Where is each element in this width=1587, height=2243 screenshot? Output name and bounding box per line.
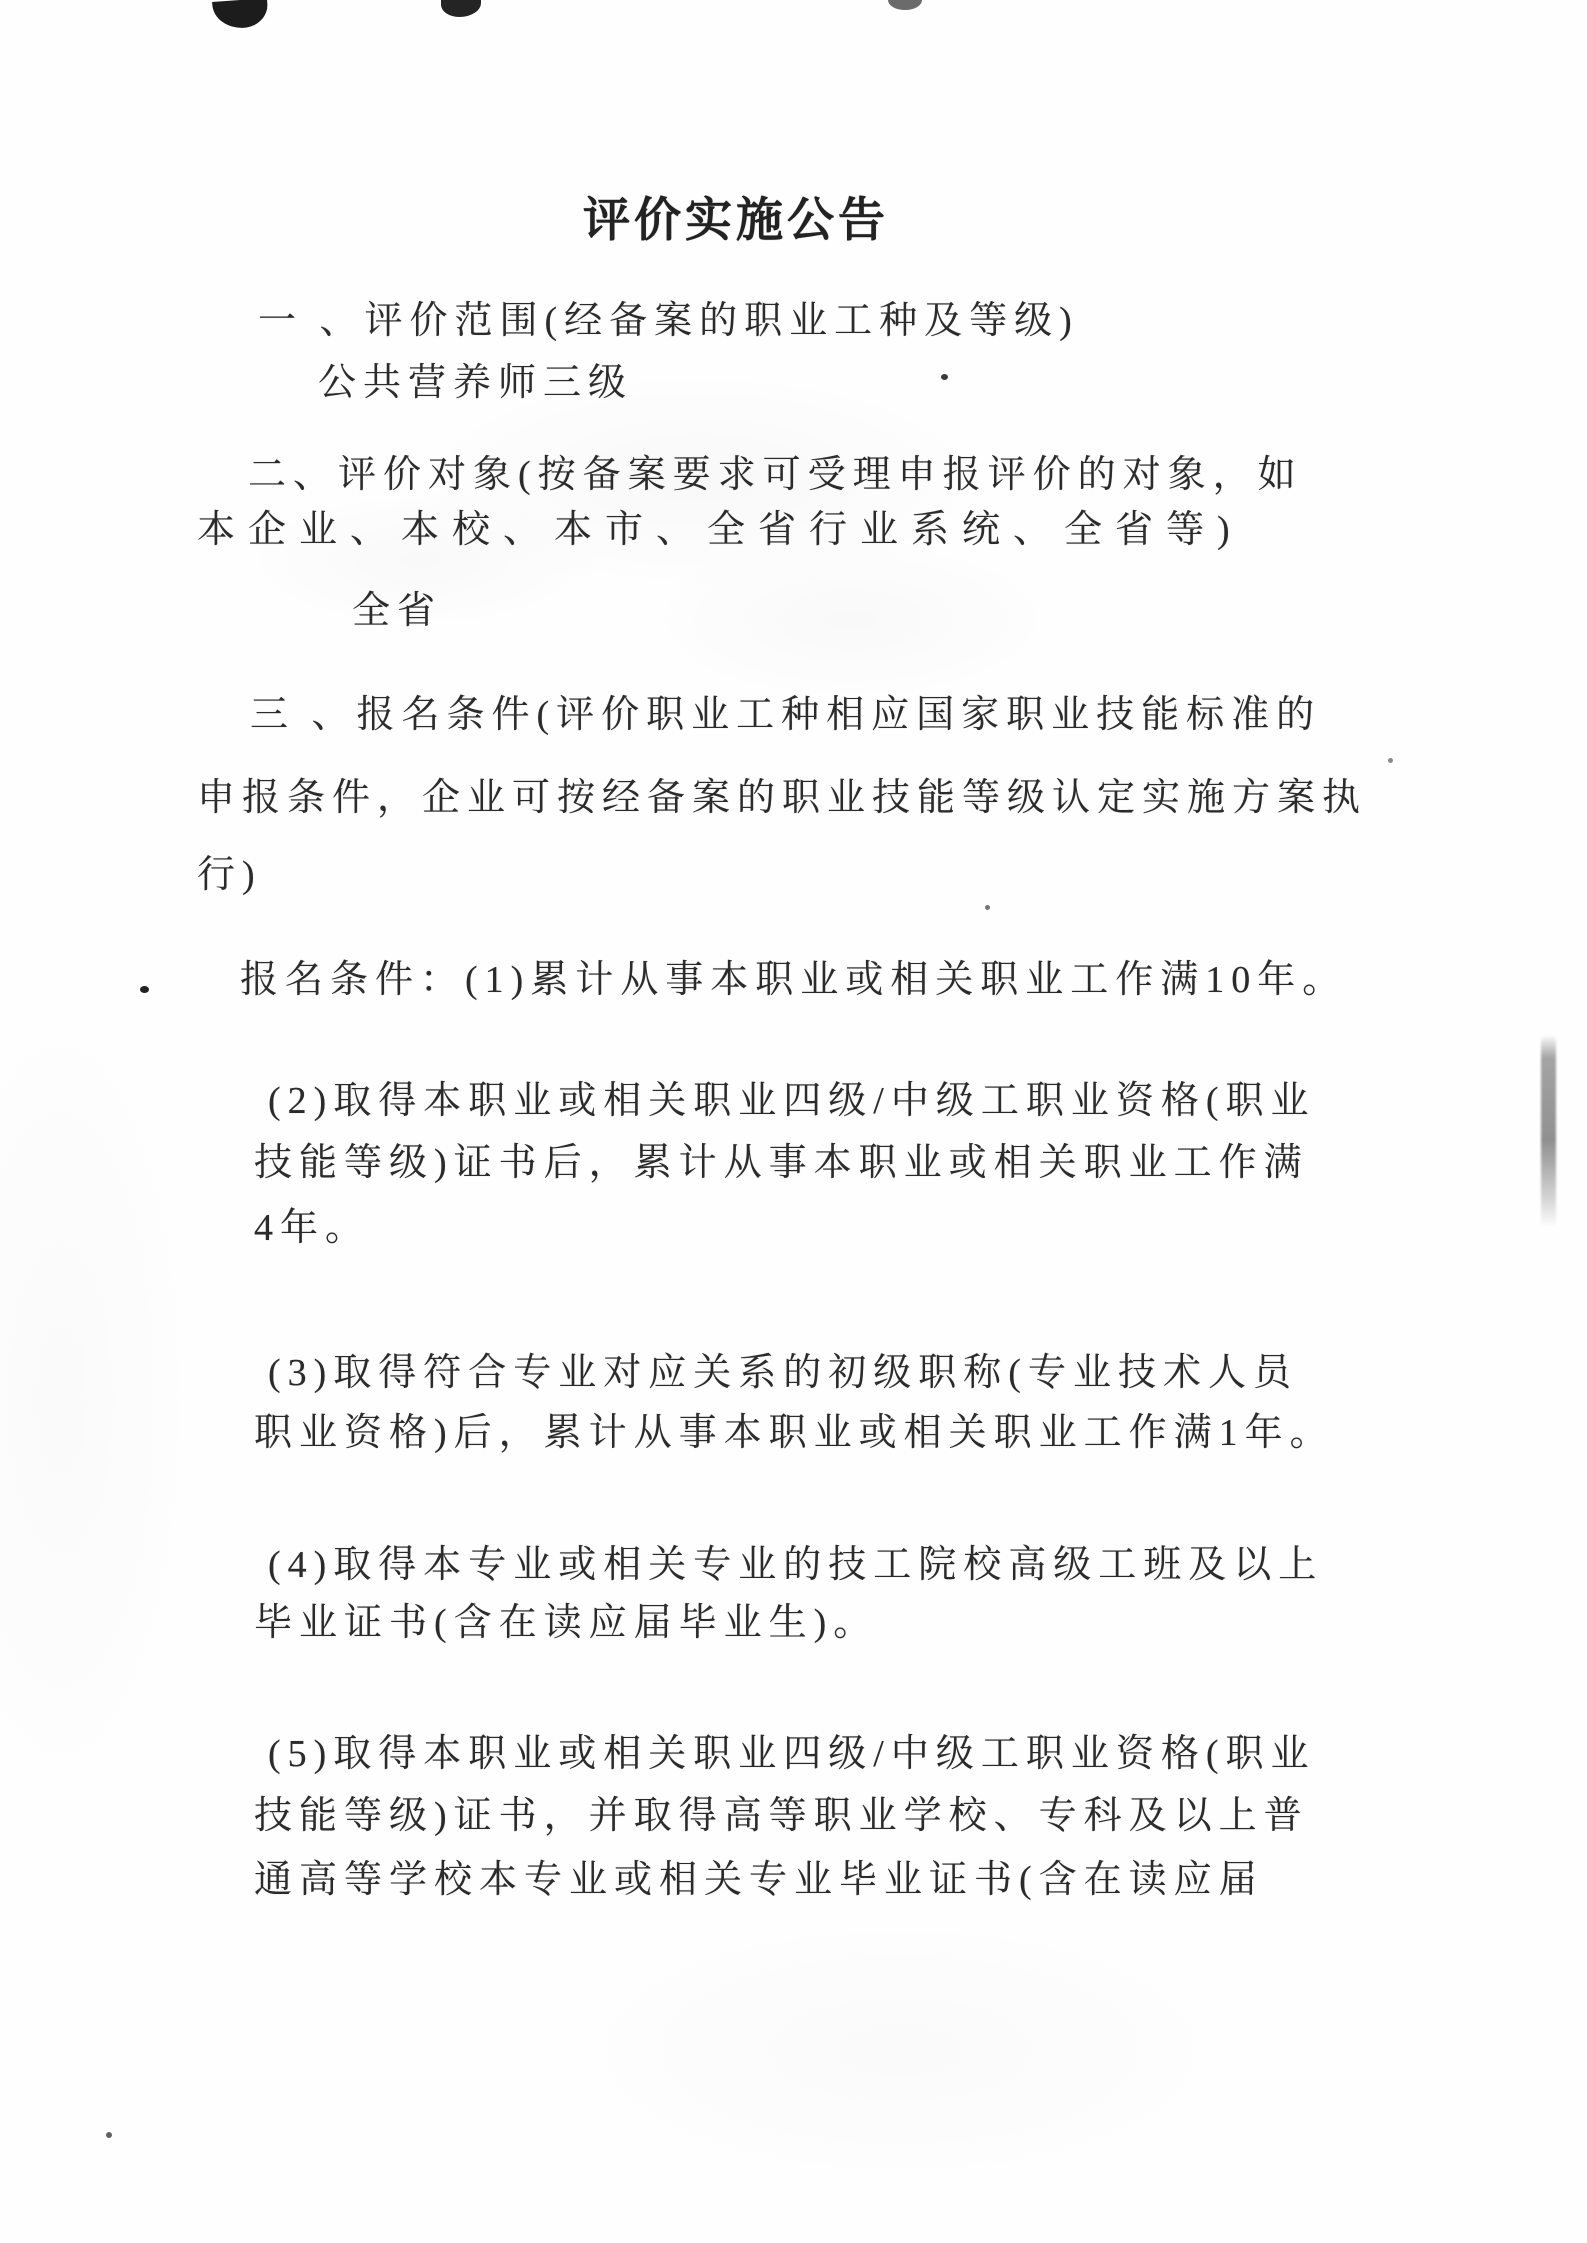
document-title: 评价实施公告 bbox=[583, 195, 889, 247]
scan-artifact-blob bbox=[212, 0, 269, 30]
scan-artifact-streak bbox=[1541, 1035, 1556, 1227]
condition-3-line-1: (3)取得符合专业对应关系的初级职称(专业技术人员 bbox=[268, 1352, 1298, 1394]
condition-2-line-2: 技能等级)证书后，累计从事本职业或相关职业工作满 bbox=[254, 1142, 1309, 1184]
section-two-heading-line1: 二、评价对象(按备案要求可受理申报评价的对象，如 bbox=[248, 454, 1303, 496]
section-two-body: 全省 bbox=[352, 590, 443, 632]
section-three-heading-line2: 申报条件，企业可按经备案的职业技能等级认定实施方案执 bbox=[197, 777, 1368, 819]
section-three-heading-line3: 行) bbox=[197, 854, 262, 896]
condition-2-line-1: (2)取得本职业或相关职业四级/中级工职业资格(职业 bbox=[268, 1080, 1316, 1122]
section-one-body: 公共营养师三级 bbox=[318, 362, 634, 404]
condition-4-line-1: (4)取得本专业或相关专业的技工院校高级工班及以上 bbox=[268, 1544, 1324, 1586]
condition-5-line-2: 技能等级)证书，并取得高等职业学校、专科及以上普 bbox=[254, 1795, 1309, 1837]
scan-artifact-speck bbox=[985, 905, 990, 910]
scan-artifact-speck bbox=[106, 2132, 112, 2138]
condition-1-line-1: 报名条件：(1)累计从事本职业或相关职业工作满10年。 bbox=[240, 959, 1348, 1001]
scan-artifact-speck bbox=[140, 986, 149, 993]
condition-3-line-2: 职业资格)后，累计从事本职业或相关职业工作满1年。 bbox=[254, 1412, 1335, 1454]
scan-artifact-blob bbox=[441, 0, 481, 17]
condition-4-line-2: 毕业证书(含在读应届毕业生)。 bbox=[254, 1602, 879, 1644]
scan-artifact-blob bbox=[888, 0, 922, 10]
scan-artifact-speck bbox=[1388, 758, 1393, 763]
condition-2-line-3: 4年。 bbox=[254, 1207, 371, 1249]
scan-artifact-speck bbox=[941, 374, 948, 380]
section-one-heading: 一 、评价范围(经备案的职业工种及等级) bbox=[258, 300, 1079, 342]
section-three-heading-line1: 三 、报名条件(评价职业工种相应国家职业技能标准的 bbox=[250, 694, 1322, 736]
section-two-heading-line2: 本企业、本校、本市、全省行业系统、全省等) bbox=[197, 509, 1243, 551]
condition-5-line-3: 通高等学校本专业或相关专业毕业证书(含在读应届 bbox=[254, 1859, 1264, 1901]
condition-5-line-1: (5)取得本职业或相关职业四级/中级工职业资格(职业 bbox=[268, 1733, 1316, 1775]
